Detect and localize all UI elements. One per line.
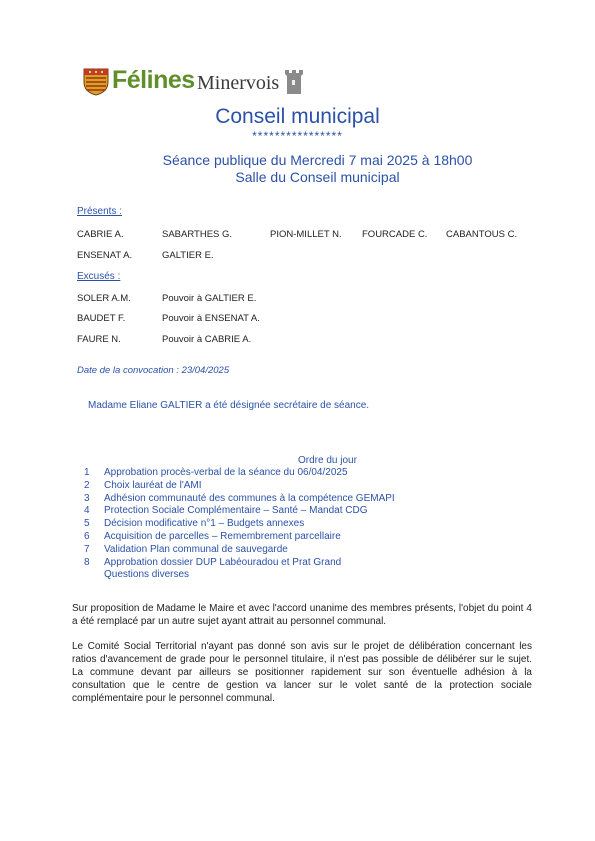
coat-of-arms-icon: [83, 68, 109, 96]
excused-member: FAURE N.: [77, 334, 121, 345]
presents-heading: Présents :: [77, 206, 123, 217]
convocation-date: Date de la convocation : 23/04/2025: [77, 365, 230, 376]
agenda-item: 5 Décision modificative n°1 – Budgets annexes: [84, 518, 305, 530]
present-member: ENSENAT A.: [77, 250, 133, 261]
agenda-item: 7 Validation Plan communal de sauvegarde: [84, 543, 288, 555]
tower-icon: [283, 64, 309, 94]
secretary-designation: Madame Eliane GALTIER a été désignée secrétaire de séance.: [88, 400, 370, 411]
paragraph-cst-opinion: Le Comité Social Territorial n'ayant pas donné son avis sur le projet de délibération concernant les ratios d'avancement de grade pour le personnel titulaire, il n'est pas possible de délibérer sur le sujet. La commune devant par ailleurs se positionner rapidement sur son éventuelle adhésion à la consultation que le centre de gestion va lancer sur le volet santé de la protection sociale complémentaire pour le personnel communal.: [72, 641, 532, 704]
excuses-heading: Excusés :: [77, 271, 121, 282]
present-member: PION-MILLET N.: [270, 229, 342, 240]
proxy-note: Pouvoir à ENSENAT A.: [162, 313, 260, 324]
proxy-note: Pouvoir à CABRIE A.: [162, 334, 252, 345]
proxy-note: Pouvoir à GALTIER E.: [162, 293, 257, 304]
session-location: Salle du Conseil municipal: [235, 169, 400, 185]
page-title: Conseil municipal: [215, 105, 380, 128]
present-member: CABANTOUS C.: [446, 229, 518, 240]
present-member: CABRIE A.: [77, 229, 124, 240]
present-member: FOURCADE C.: [362, 229, 428, 240]
agenda-item: 6 Acquisition de parcelles – Remembrement parcellaire: [84, 530, 341, 542]
agenda-item: Questions diverses: [104, 569, 190, 581]
present-member: GALTIER E.: [162, 250, 214, 261]
agenda-list: [84, 467, 414, 582]
present-member: SABARTHES G.: [162, 229, 233, 240]
session-subtitle: Séance publique du Mercredi 7 mai 2025 à 18h00: [162, 152, 473, 168]
agenda-item: 2 Choix lauréat de l'AMI: [84, 479, 202, 491]
agenda-title: Ordre du jour: [298, 455, 357, 466]
agenda-item: 4 Protection Sociale Complémentaire – Santé – Mandat CDG: [84, 505, 368, 517]
agenda-item: 1 Approbation procès-verbal de la séance du 06/04/2025: [84, 467, 348, 478]
title-separator: ****************: [252, 129, 343, 143]
agenda-item: 3 Adhésion communauté des communes à la compétence GEMAPI: [84, 492, 395, 504]
town-logo: [83, 66, 323, 100]
excused-member: SOLER A.M.: [77, 293, 131, 304]
logo-word-felines: Félines: [112, 66, 195, 94]
excused-member: BAUDET F.: [77, 313, 126, 324]
logo-word-minervois: Minervois: [197, 72, 280, 94]
agenda-item: 8 Approbation dossier DUP Labéouradou et Prat Grand: [84, 556, 342, 568]
paragraph-point-change: Sur proposition de Madame le Maire et avec l'accord unanime des membres présents, l'objet du point 4 a été remplacé par un autre sujet ayant attrait au personnel communal.: [72, 603, 532, 627]
